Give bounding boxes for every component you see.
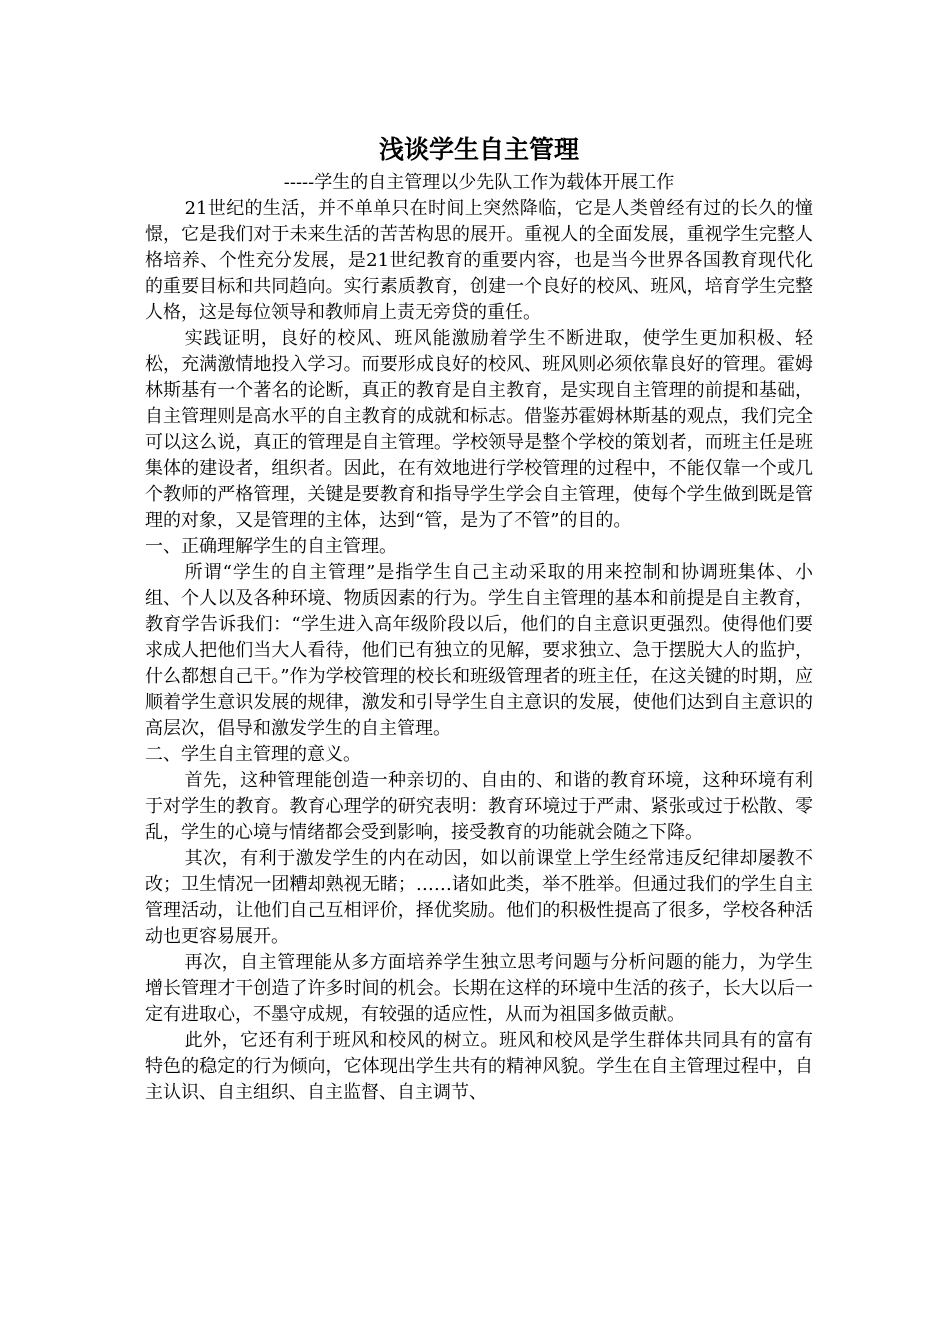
document-title: 浅谈学生自主管理 [378, 135, 579, 164]
body-paragraph: 21世纪的生活，并不单单只在时间上突然降临，它是人类曾经有过的长久的憧憬，它是我们对于未来生活的苦苦构思的展开。重视人的全面发展，重视学生完整人格培养、个性充分发展，是21世纪教育的重要内容，也是当今世界各国教育现代化的重要目标和共同趋向。实行素质教育，创建一个良好的校风、班风，培育学生完整人格，这是每位领导和教师肩上责无旁贷的重任。 [145, 198, 813, 323]
document-page [145, 130, 813, 1106]
document-body [145, 196, 813, 1106]
body-paragraph: 再次，自主管理能从多方面培养学生独立思考问题与分析问题的能力，为学生增长管理才干创造了许多时间的机会。长期在这样的环境中生活的孩子，长大以后一定有进取心，不墨守成规，有较强的适应性，从而为祖国多做贡献。 [145, 952, 813, 1025]
body-paragraph: 所谓“学生的自主管理”是指学生自己主动采取的用来控制和协调班集体、小组、个人以及各种环境、物质因素的行为。学生自主管理的基本和前提是自主教育，教育学告诉我们：“学生进入高年级阶段以后，他们的自主意识更强烈。使得他们要求成人把他们当大人看待，他们已有独立的见解，要求独立、急于摆脱大人的监护，什么都想自己干。”作为学校管理的校长和班级管理者的班主任，在这关键的时期，应顺着学生意识发展的规律，激发和引导学生自主意识的发展，使他们达到自主意识的高层次，倡导和激发学生的自主管理。 [145, 562, 813, 739]
body-paragraph: 首先，这种管理能创造一种亲切的、自由的、和谐的教育环境，这种环境有利于对学生的教育。教育心理学的研究表明：教育环境过于严肃、紧张或过于松散、零乱，学生的心境与情绪都会受到影响，接受教育的功能就会随之下降。 [145, 770, 813, 843]
body-paragraph: 此外，它还有利于班风和校风的树立。班风和校风是学生群体共同具有的富有特色的稳定的行为倾向，它体现出学生共有的精神风貌。学生在自主管理过程中，自主认识、自主组织、自主监督、自主调节、 [145, 1030, 813, 1103]
section-heading: 一、正确理解学生的自主管理。 [145, 536, 397, 557]
body-paragraph: 实践证明，良好的校风、班风能激励着学生不断进取，使学生更加积极、轻松，充满激情地投入学习。而要形成良好的校风、班风则必须依靠良好的管理。霍姆林斯基有一个著名的论断，真正的教育是自主教育，是实现自主管理的前提和基础，自主管理则是高水平的自主教育的成就和标志。借鉴苏霍姆林斯基的观点，我们完全可以这么说，真正的管理是自主管理。学校领导是整个学校的策划者，而班主任是班集体的建设者，组织者。因此，在有效地进行学校管理的过程中，不能仅靠一个或几个教师的严格管理，关键是要教育和指导学生学会自主管理，使每个学生做到既是管理的对象，又是管理的主体，达到“管，是为了不管”的目的。 [145, 328, 813, 531]
section-heading: 二、学生自主管理的意义。 [145, 744, 361, 765]
document-subtitle: -----学生的自主管理以少先队工作为载体开展工作 [283, 172, 675, 193]
body-paragraph: 其次，有利于激发学生的内在动因，如以前课堂上学生经常违反纪律却屡教不改；卫生情况一团糟却熟视无睹；……诸如此类，举不胜举。但通过我们的学生自主管理活动，让他们自己互相评价，择优奖励。他们的积极性提高了很多，学校各种活动也更容易展开。 [145, 848, 813, 947]
